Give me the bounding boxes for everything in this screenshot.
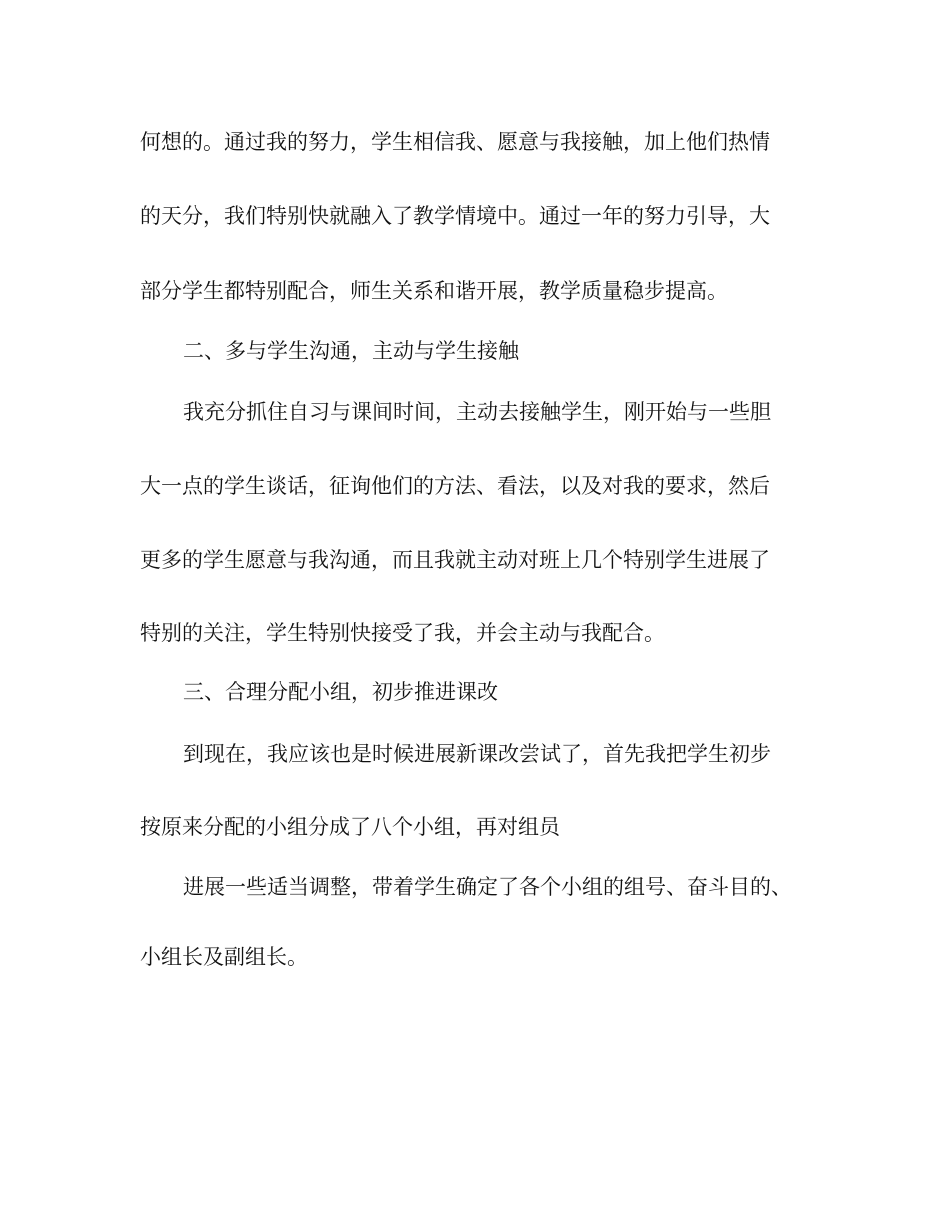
section-heading: 二、多与学生沟通，主动与学生接触	[183, 339, 519, 363]
paragraph-line: 到现在，我应该也是时候进展新课改尝试了，首先我把学生初步	[183, 742, 771, 766]
paragraph-line: 大一点的学生谈话，征询他们的方法、看法，以及对我的要求，然后	[140, 474, 770, 498]
paragraph-line: 按原来分配的小组分成了八个小组，再对组员	[140, 815, 560, 839]
paragraph-line: 特别的关注，学生特别快接受了我，并会主动与我配合。	[140, 621, 665, 645]
paragraph-line: 的天分，我们特别快就融入了教学情境中。通过一年的努力引导，大	[140, 204, 770, 228]
paragraph-line: 更多的学生愿意与我沟通，而且我就主动对班上几个特别学生进展了	[140, 548, 770, 572]
section-heading: 三、合理分配小组，初步推进课改	[183, 680, 498, 704]
paragraph-line: 我充分抓住自习与课间时间，主动去接触学生，刚开始与一些胆	[183, 400, 771, 424]
paragraph-line: 何想的。通过我的努力，学生相信我、愿意与我接触，加上他们热情	[140, 130, 770, 154]
paragraph-line: 小组长及副组长。	[140, 945, 308, 969]
paragraph-line: 进展一些适当调整，带着学生确定了各个小组的组号、奋斗目的、	[183, 875, 792, 899]
paragraph-line: 部分学生都特别配合，师生关系和谐开展，教学质量稳步提高。	[140, 279, 728, 303]
